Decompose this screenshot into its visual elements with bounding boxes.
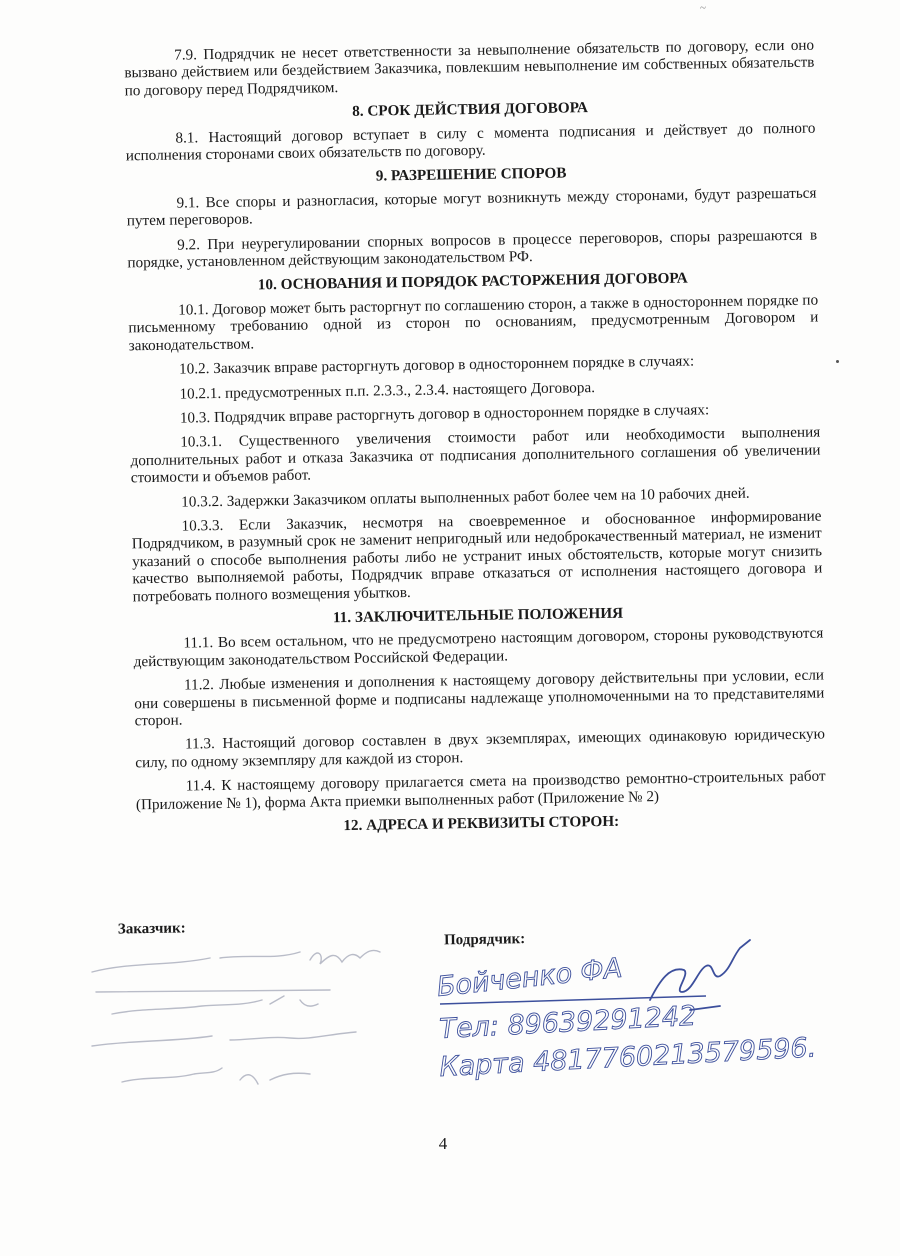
section-9-heading: 9. РАЗРЕШЕНИЕ СПОРОВ <box>375 164 567 185</box>
clause-11-2: 11.2. Любые изменения и дополнения к настоящему договору действительны при условии, если они совершены в письменной форме и подписаны надлежаще уполномоченными на то представителями сторон. <box>134 666 825 730</box>
customer-label: Заказчик: <box>117 920 186 938</box>
clause-11-4: 11.4. К настоящему договору прилагается смета на производство ремонтно-строительных работ (Приложение № 1), форма Акта приемки выполненных работ (Приложение № 2) <box>135 767 826 813</box>
section-12-heading: 12. АДРЕСА И РЕКВИЗИТЫ СТОРОН: <box>343 812 620 835</box>
clause-10-2: 10.2. Заказчик вправе расторгнуть договор в одностороннем порядке в случаях: <box>178 352 695 378</box>
scan-speck <box>836 360 839 363</box>
clause-11-3: 11.3. Настоящий договор составлен в двух экземплярах, имеющих одинаковую юридическую силу, по одному экземпляру для каждой из сторон. <box>135 725 826 772</box>
clause-10-3: 10.3. Подрядчик вправе расторгнуть договор в одностороннем порядке в случаях: <box>179 401 710 427</box>
section-8-heading: 8. СРОК ДЕЙСТВИЯ ДОГОВОРА <box>352 99 589 121</box>
section-11-heading: 11. ЗАКЛЮЧИТЕЛЬНЫЕ ПОЛОЖЕНИЯ <box>332 604 624 627</box>
clause-10-3-3: 10.3.3. Если Заказчик, несмотря на своевременное и обоснованное информирование Подрядчиком, в разумный срок не заменит непригодный или недоброкачественный материал, не изменит указаний о способе выполнения работы либо не устранит иных обстоятельств, которые могут снизить качество выполняемой работы, Подрядчик вправе отказаться от исполнения настоящего договора и потребовать полного возмещения убытков. <box>131 507 823 605</box>
clause-9-1: 9.1. Все споры и разногласия, которые могут возникнуть между сторонами, будут разрешаться путем переговоров. <box>126 184 817 230</box>
clause-11-1: 11.1. Во всем остальном, что не предусмотрено настоящим договором, стороны руководствуются действующим законодательством Российской Федерации. <box>133 624 824 671</box>
clause-8-1: 8.1. Настоящий договор вступает в силу с момента подписания и действует до полного исполнения сторонами своих обязательств по договору. <box>125 119 816 165</box>
contractor-card-handwritten: Карта 4817760213579596. <box>438 1032 818 1083</box>
contractor-handwriting <box>435 940 817 1083</box>
clause-10-1: 10.1. Договор может быть расторгнут по соглашению сторон, а также в одностороннем порядке по письменному требованию одной из сторон по основаниям, предусмотренным Договором и законодательством. <box>128 291 819 355</box>
contractor-name-handwritten: Бойченко ФА <box>435 952 624 1003</box>
clause-9-2: 9.2. При неурегулировании спорных вопросов в процессе переговоров, споры разрешаются в порядке, установленном действующим законодательством РФ. <box>127 226 818 272</box>
clause-7-9: 7.9. Подрядчик не несет ответственности за невыполнение обязательств по договору, если оно вызвано действием или бездействием Заказчика, повлекшим невыполнение им собственных обязательств по договору перед Подрядчиком. <box>124 36 815 100</box>
clause-10-2-1: 10.2.1. предусмотренных п.п. 2.3.3., 2.3.4. настоящего Договора. <box>179 378 596 403</box>
party-labels <box>118 911 819 962</box>
scan-edge-mark: ~ <box>700 2 706 14</box>
faded-customer-handwriting <box>92 950 380 1084</box>
section-10-heading: 10. ОСНОВАНИЯ И ПОРЯДОК РАСТОРЖЕНИЯ ДОГОВОРА <box>257 270 688 294</box>
clause-10-3-2: 10.3.2. Задержки Заказчиком оплаты выполненных работ более чем на 10 рабочих дней. <box>181 484 750 511</box>
contractor-label: Подрядчик: <box>443 931 526 949</box>
clause-10-3-1: 10.3.1. Существенного увеличения стоимости работ или необходимости выполнения дополнительных работ и отказа Заказчика от подписания дополнительного соглашения об увеличении стоимости и объемов работ. <box>130 423 821 487</box>
page-number: 4 <box>438 1134 448 1153</box>
contract-body <box>124 37 826 844</box>
contractor-phone-handwritten: Тел: 89639291242 <box>438 1000 698 1045</box>
